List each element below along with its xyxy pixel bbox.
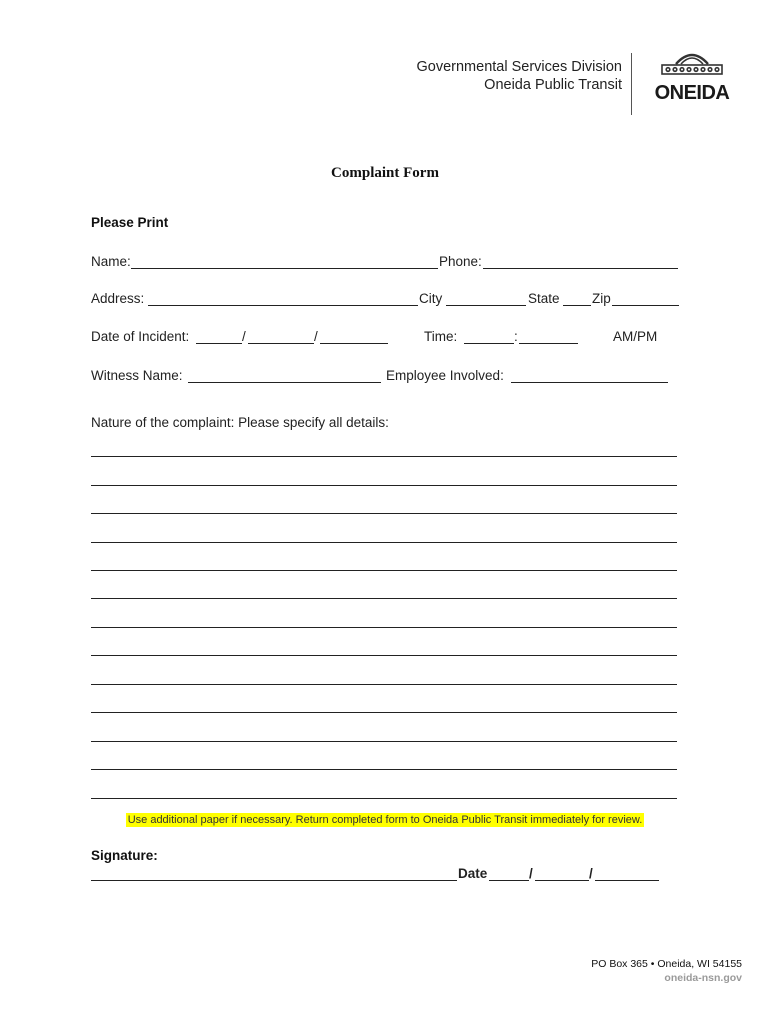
- ampm-label: AM/PM: [613, 329, 658, 344]
- incident-day-field[interactable]: [248, 343, 314, 344]
- signature-field[interactable]: [91, 880, 457, 881]
- date-separator: /: [589, 866, 593, 881]
- complaint-line[interactable]: [91, 627, 677, 628]
- date-separator: /: [242, 329, 246, 344]
- complaint-line[interactable]: [91, 485, 677, 486]
- signature-date-label: Date: [458, 866, 488, 881]
- time-hour-field[interactable]: [464, 343, 514, 344]
- complaint-line[interactable]: [91, 542, 677, 543]
- address-label: Address:: [91, 291, 145, 306]
- phone-field[interactable]: [483, 268, 678, 269]
- oneida-logo: [648, 48, 736, 108]
- witness-name-label: Witness Name:: [91, 368, 183, 383]
- state-label: State: [528, 291, 560, 306]
- signature-label: Signature:: [91, 848, 158, 863]
- complaint-line[interactable]: [91, 798, 677, 799]
- incident-month-field[interactable]: [196, 343, 242, 344]
- header-divider: [631, 53, 632, 115]
- please-print-label: Please Print: [91, 215, 169, 230]
- department-name: Oneida Public Transit: [484, 77, 622, 93]
- signature-day-field[interactable]: [535, 880, 589, 881]
- division-name: Governmental Services Division: [416, 59, 622, 75]
- zip-label: Zip: [592, 291, 611, 306]
- time-separator: :: [514, 329, 518, 344]
- state-field[interactable]: [563, 305, 591, 306]
- address-field[interactable]: [148, 305, 418, 306]
- time-label: Time:: [424, 329, 458, 344]
- footer: [591, 957, 742, 985]
- signature-month-field[interactable]: [489, 880, 529, 881]
- city-label: City: [419, 291, 443, 306]
- footer-website: oneida-nsn.gov: [664, 972, 742, 984]
- logo-wordmark: ONEIDA: [654, 82, 730, 104]
- time-minute-field[interactable]: [519, 343, 578, 344]
- complaint-line[interactable]: [91, 570, 677, 571]
- instructions-note-wrap: [0, 810, 770, 828]
- date-separator: /: [529, 866, 533, 881]
- witness-name-field[interactable]: [188, 382, 381, 383]
- phone-label: Phone:: [439, 254, 482, 269]
- complaint-line[interactable]: [91, 456, 677, 457]
- city-field[interactable]: [446, 305, 526, 306]
- complaint-line[interactable]: [91, 598, 677, 599]
- complaint-line[interactable]: [91, 684, 677, 685]
- footer-address: PO Box 365 • Oneida, WI 54155: [591, 958, 742, 970]
- complaint-line[interactable]: [91, 769, 677, 770]
- date-separator: /: [314, 329, 318, 344]
- complaint-line[interactable]: [91, 741, 677, 742]
- incident-year-field[interactable]: [320, 343, 388, 344]
- signature-year-field[interactable]: [595, 880, 659, 881]
- name-field[interactable]: [131, 268, 438, 269]
- date-of-incident-label: Date of Incident:: [91, 329, 190, 344]
- instructions-note: Use additional paper if necessary. Return completed form to Oneida Public Transit immediately for review.: [127, 814, 643, 826]
- employee-involved-field[interactable]: [511, 382, 668, 383]
- name-label: Name:: [91, 254, 131, 269]
- complaint-line[interactable]: [91, 513, 677, 514]
- complaint-line[interactable]: [91, 712, 677, 713]
- logo-emblem-icon: [648, 48, 736, 82]
- zip-field[interactable]: [612, 305, 679, 306]
- form-title: Complaint Form: [331, 165, 439, 181]
- complaint-line[interactable]: [91, 655, 677, 656]
- nature-of-complaint-label: Nature of the complaint: Please specify all details:: [91, 415, 389, 430]
- employee-involved-label: Employee Involved:: [386, 368, 504, 383]
- header-text: [417, 58, 623, 94]
